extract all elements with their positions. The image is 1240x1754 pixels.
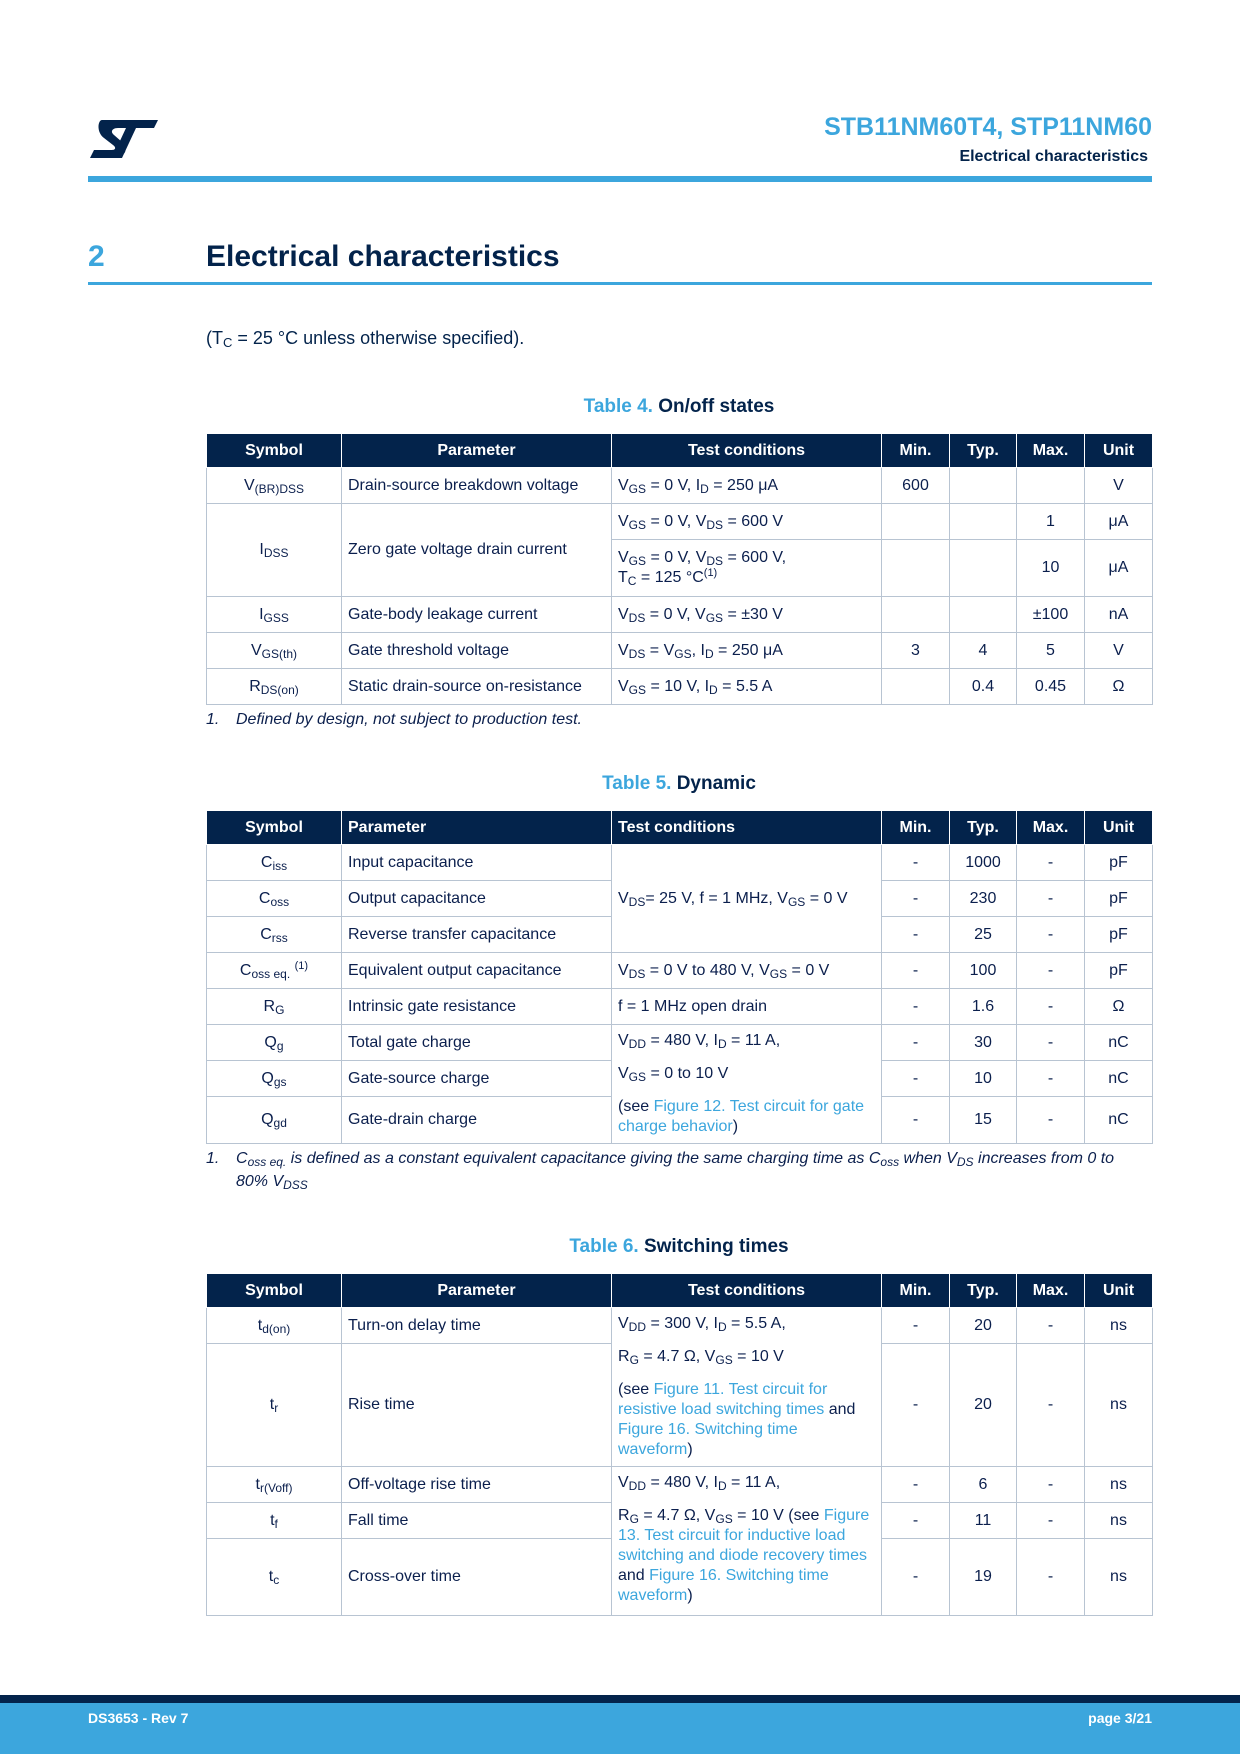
- table-row: [207, 504, 1153, 540]
- unit-cell: V: [1085, 633, 1153, 669]
- symbol-cell: $R_{DS(on)}$: [207, 669, 342, 705]
- parameter-cell: Drain-source breakdown voltage: [342, 468, 612, 504]
- condition-cell: $V_{GS} = 0$ V, $V_{DS} = 600$ V, $T_C = 125$ $^\circ C^{(1)}$: [612, 540, 882, 597]
- min-cell: [882, 669, 950, 705]
- table-header: Parameter: [342, 434, 612, 468]
- section-number: 2: [88, 240, 105, 273]
- parameter-cell: Reverse transfer capacitance: [342, 917, 612, 953]
- symbol-cell: $t_{r(Voff)}$: [207, 1467, 342, 1503]
- typ-cell: 25: [950, 917, 1017, 953]
- parameter-cell: Total gate charge: [342, 1025, 612, 1061]
- max-cell: ±100: [1017, 597, 1085, 633]
- table-header: Parameter: [342, 1274, 612, 1308]
- parameter-cell: Zero gate voltage drain current: [342, 504, 612, 597]
- unit-cell: nC: [1085, 1025, 1153, 1061]
- table5-header-row: [207, 811, 1153, 845]
- unit-cell: ns: [1085, 1344, 1153, 1467]
- table-row: [207, 989, 1153, 1025]
- table6-header-row: [207, 1274, 1153, 1308]
- parameter-cell: Gate-source charge: [342, 1061, 612, 1097]
- unit-cell: pF: [1085, 881, 1153, 917]
- condition-cell: $V_{DS} = 0$ V to 480 V, $V_{GS} = 0$ V: [612, 953, 882, 989]
- parameter-cell: Gate-body leakage current: [342, 597, 612, 633]
- unit-cell: Ω: [1085, 669, 1153, 705]
- table-header: Unit: [1085, 811, 1153, 845]
- parameter-cell: Input capacitance: [342, 845, 612, 881]
- min-cell: [882, 504, 950, 540]
- min-cell: [882, 597, 950, 633]
- symbol-cell: $C_{iss}$: [207, 845, 342, 881]
- min-cell: -: [882, 953, 950, 989]
- max-cell: -: [1017, 1061, 1085, 1097]
- symbol-cell: $V_{(BR)DSS}$: [207, 468, 342, 504]
- symbol-cell: $t_f$: [207, 1503, 342, 1539]
- min-cell: -: [882, 989, 950, 1025]
- min-cell: -: [882, 1503, 950, 1539]
- table-header: Max.: [1017, 1274, 1085, 1308]
- table-header: Unit: [1085, 1274, 1153, 1308]
- table-header: Unit: [1085, 434, 1153, 468]
- table-row: [207, 953, 1153, 989]
- condition-cell: $V_{GS} = 10$ V, $I_D = 5.5$ A: [612, 669, 882, 705]
- max-cell: 1: [1017, 504, 1085, 540]
- condition-cell: $V_{DD} = 480$ V, $I_D = 11$ A, $R_G = 4.7$ Ω, $V_{GS} = 10$ V (see Figure 13. Test circuit for inductive load switching and diode recovery times and Figure 16. Switching time waveform): [612, 1467, 882, 1616]
- unit-cell: pF: [1085, 917, 1153, 953]
- typ-cell: 4: [950, 633, 1017, 669]
- figure16-link[interactable]: Figure 16. Switching time waveform: [618, 1421, 798, 1458]
- max-cell: 0.45: [1017, 669, 1085, 705]
- figure13-link[interactable]: Figure 13. Test circuit for inductive load switching and diode recovery times: [618, 1507, 870, 1564]
- max-cell: -: [1017, 881, 1085, 917]
- condition-cell: $V_{DS}= 25$ V, f = 1 MHz, $V_{GS} = 0$ V: [612, 845, 882, 953]
- table-header: Typ.: [950, 434, 1017, 468]
- typ-cell: [950, 468, 1017, 504]
- symbol-cell: $C_{oss}$: [207, 881, 342, 917]
- table5-dynamic: [206, 810, 1153, 1144]
- max-cell: -: [1017, 1308, 1085, 1344]
- parameter-cell: Fall time: [342, 1503, 612, 1539]
- typ-cell: [950, 540, 1017, 597]
- table-header: Max.: [1017, 434, 1085, 468]
- unit-cell: μA: [1085, 504, 1153, 540]
- max-cell: -: [1017, 953, 1085, 989]
- unit-cell: nC: [1085, 1061, 1153, 1097]
- typ-cell: 10: [950, 1061, 1017, 1097]
- document-subtitle: Electrical characteristics: [959, 148, 1148, 165]
- parameter-cell: Gate threshold voltage: [342, 633, 612, 669]
- unit-cell: Ω: [1085, 989, 1153, 1025]
- max-cell: -: [1017, 1539, 1085, 1616]
- condition-cell: $V_{DD} = 300$ V, $I_D = 5.5$ A, $R_G = 4.7$ Ω, $V_{GS} = 10$ V (see Figure 11. Test circuit for resistive load switching times and Figure 16. Switching time waveform): [612, 1308, 882, 1467]
- figure11-link[interactable]: Figure 11. Test circuit for resistive load switching times: [618, 1381, 828, 1418]
- symbol-cell: $Q_{gd}$: [207, 1097, 342, 1144]
- max-cell: -: [1017, 989, 1085, 1025]
- unit-cell: ns: [1085, 1308, 1153, 1344]
- footer-rule: [0, 1695, 1240, 1703]
- table5-caption: Table 5. Dynamic: [602, 773, 756, 794]
- min-cell: -: [882, 1025, 950, 1061]
- condition-cell: f = 1 MHz open drain: [612, 989, 882, 1025]
- unit-cell: V: [1085, 468, 1153, 504]
- min-cell: -: [882, 1097, 950, 1144]
- typ-cell: 15: [950, 1097, 1017, 1144]
- min-cell: [882, 540, 950, 597]
- table6-switching-times: [206, 1273, 1153, 1616]
- typ-cell: [950, 597, 1017, 633]
- section-title: Electrical characteristics: [206, 240, 560, 273]
- typ-cell: 20: [950, 1344, 1017, 1467]
- table-row: [207, 468, 1153, 504]
- max-cell: -: [1017, 1344, 1085, 1467]
- typ-cell: 11: [950, 1503, 1017, 1539]
- min-cell: -: [882, 1467, 950, 1503]
- st-logo: [88, 118, 160, 160]
- typ-cell: [950, 504, 1017, 540]
- typ-cell: 19: [950, 1539, 1017, 1616]
- symbol-cell: $I_{GSS}$: [207, 597, 342, 633]
- symbol-cell: $t_r$: [207, 1344, 342, 1467]
- unit-cell: ns: [1085, 1503, 1153, 1539]
- table-header: Min.: [882, 434, 950, 468]
- unit-cell: ns: [1085, 1539, 1153, 1616]
- unit-cell: pF: [1085, 953, 1153, 989]
- max-cell: -: [1017, 1503, 1085, 1539]
- min-cell: -: [882, 1539, 950, 1616]
- table-row: [207, 669, 1153, 705]
- max-cell: -: [1017, 1097, 1085, 1144]
- symbol-cell: $t_{d(on)}$: [207, 1308, 342, 1344]
- max-cell: -: [1017, 845, 1085, 881]
- symbol-cell: $V_{GS(th)}$: [207, 633, 342, 669]
- table6-caption: Table 6. Switching times: [569, 1236, 789, 1257]
- typ-cell: 20: [950, 1308, 1017, 1344]
- table-row: [207, 633, 1153, 669]
- footer-page-number: page 3/21: [1088, 1710, 1152, 1726]
- document-title: STB11NM60T4, STP11NM60: [824, 113, 1152, 141]
- typ-cell: 30: [950, 1025, 1017, 1061]
- condition-cell: $V_{DS} = 0$ V, $V_{GS} = \pm 30$ V: [612, 597, 882, 633]
- min-cell: -: [882, 845, 950, 881]
- min-cell: -: [882, 881, 950, 917]
- table-header: Max.: [1017, 811, 1085, 845]
- typ-cell: 230: [950, 881, 1017, 917]
- typ-cell: 1000: [950, 845, 1017, 881]
- typ-cell: 6: [950, 1467, 1017, 1503]
- table-row: [207, 1025, 1153, 1061]
- min-cell: -: [882, 917, 950, 953]
- parameter-cell: Gate-drain charge: [342, 1097, 612, 1144]
- table-header: Typ.: [950, 811, 1017, 845]
- parameter-cell: Intrinsic gate resistance: [342, 989, 612, 1025]
- max-cell: -: [1017, 917, 1085, 953]
- table-row: [207, 1467, 1153, 1503]
- symbol-cell: $C_{rss}$: [207, 917, 342, 953]
- table-header: Min.: [882, 1274, 950, 1308]
- table4-header-row: [207, 434, 1153, 468]
- symbol-cell: $R_G$: [207, 989, 342, 1025]
- table-header: Min.: [882, 811, 950, 845]
- max-cell: -: [1017, 1467, 1085, 1503]
- max-cell: -: [1017, 1025, 1085, 1061]
- table-row: [207, 1308, 1153, 1344]
- parameter-cell: Equivalent output capacitance: [342, 953, 612, 989]
- symbol-cell: $Q_g$: [207, 1025, 342, 1061]
- typ-cell: 1.6: [950, 989, 1017, 1025]
- unit-cell: pF: [1085, 845, 1153, 881]
- symbol-cell: $Q_{gs}$: [207, 1061, 342, 1097]
- min-cell: 3: [882, 633, 950, 669]
- parameter-cell: Off-voltage rise time: [342, 1467, 612, 1503]
- table4-caption: Table 4. On/off states: [583, 396, 775, 417]
- max-cell: 10: [1017, 540, 1085, 597]
- table-header: Symbol: [207, 434, 342, 468]
- min-cell: 600: [882, 468, 950, 504]
- min-cell: -: [882, 1344, 950, 1467]
- symbol-cell: $I_{DSS}$: [207, 504, 342, 597]
- section-rule: [88, 282, 1152, 285]
- unit-cell: μA: [1085, 540, 1153, 597]
- table-header: Symbol: [207, 1274, 342, 1308]
- table-row: [207, 845, 1153, 881]
- unit-cell: nC: [1085, 1097, 1153, 1144]
- parameter-cell: Static drain-source on-resistance: [342, 669, 612, 705]
- table-header: Typ.: [950, 1274, 1017, 1308]
- intro-text: ($T_C = 25$ °C unless otherwise specified).: [206, 328, 525, 350]
- symbol-cell: $t_c$: [207, 1539, 342, 1616]
- max-cell: [1017, 468, 1085, 504]
- table-header: Parameter: [342, 811, 612, 845]
- condition-cell: $V_{GS} = 0$ V, $I_D = 250$ μA: [612, 468, 882, 504]
- table-header: Test conditions: [612, 434, 882, 468]
- unit-cell: nA: [1085, 597, 1153, 633]
- parameter-cell: Turn-on delay time: [342, 1308, 612, 1344]
- condition-cell: $V_{DD} = 480$ V, $I_D = 11$ A, $V_{GS} = 0$ to 10 V (see Figure 12. Test circuit for gate charge behavior): [612, 1025, 882, 1144]
- table4-on-off-states: [206, 433, 1153, 705]
- typ-cell: 100: [950, 953, 1017, 989]
- condition-cell: $V_{GS} = 0$ V, $V_{DS} = 600$ V: [612, 504, 882, 540]
- condition-cell: $V_{DS} = V_{GS}$, $I_D = 250$ μA: [612, 633, 882, 669]
- min-cell: -: [882, 1061, 950, 1097]
- table5-footnote: 1. $C_{oss eq.}$ is defined as a constant equivalent capacitance giving the same charging time as $C_{oss}$ when $V_{DS}$ increases from 0 to 80% $V_{DSS}$: [206, 1150, 1115, 1192]
- table-header: Symbol: [207, 811, 342, 845]
- header-rule: [88, 176, 1152, 182]
- footer-doc-id: DS3653 - Rev 7: [88, 1710, 189, 1726]
- figure16-link[interactable]: Figure 16. Switching time waveform: [618, 1567, 829, 1604]
- parameter-cell: Rise time: [342, 1344, 612, 1467]
- max-cell: 5: [1017, 633, 1085, 669]
- unit-cell: ns: [1085, 1467, 1153, 1503]
- table4-footnote: 1. Defined by design, not subject to production test.: [206, 711, 582, 728]
- table-row: [207, 597, 1153, 633]
- symbol-cell: $C_{oss eq.}$ $^{(1)}$: [207, 953, 342, 989]
- parameter-cell: Cross-over time: [342, 1539, 612, 1616]
- parameter-cell: Output capacitance: [342, 881, 612, 917]
- table-header: Test conditions: [612, 1274, 882, 1308]
- min-cell: -: [882, 1308, 950, 1344]
- typ-cell: 0.4: [950, 669, 1017, 705]
- table-header: Test conditions: [612, 811, 882, 845]
- figure12-link[interactable]: Figure 12. Test circuit for gate charge behavior: [618, 1098, 865, 1135]
